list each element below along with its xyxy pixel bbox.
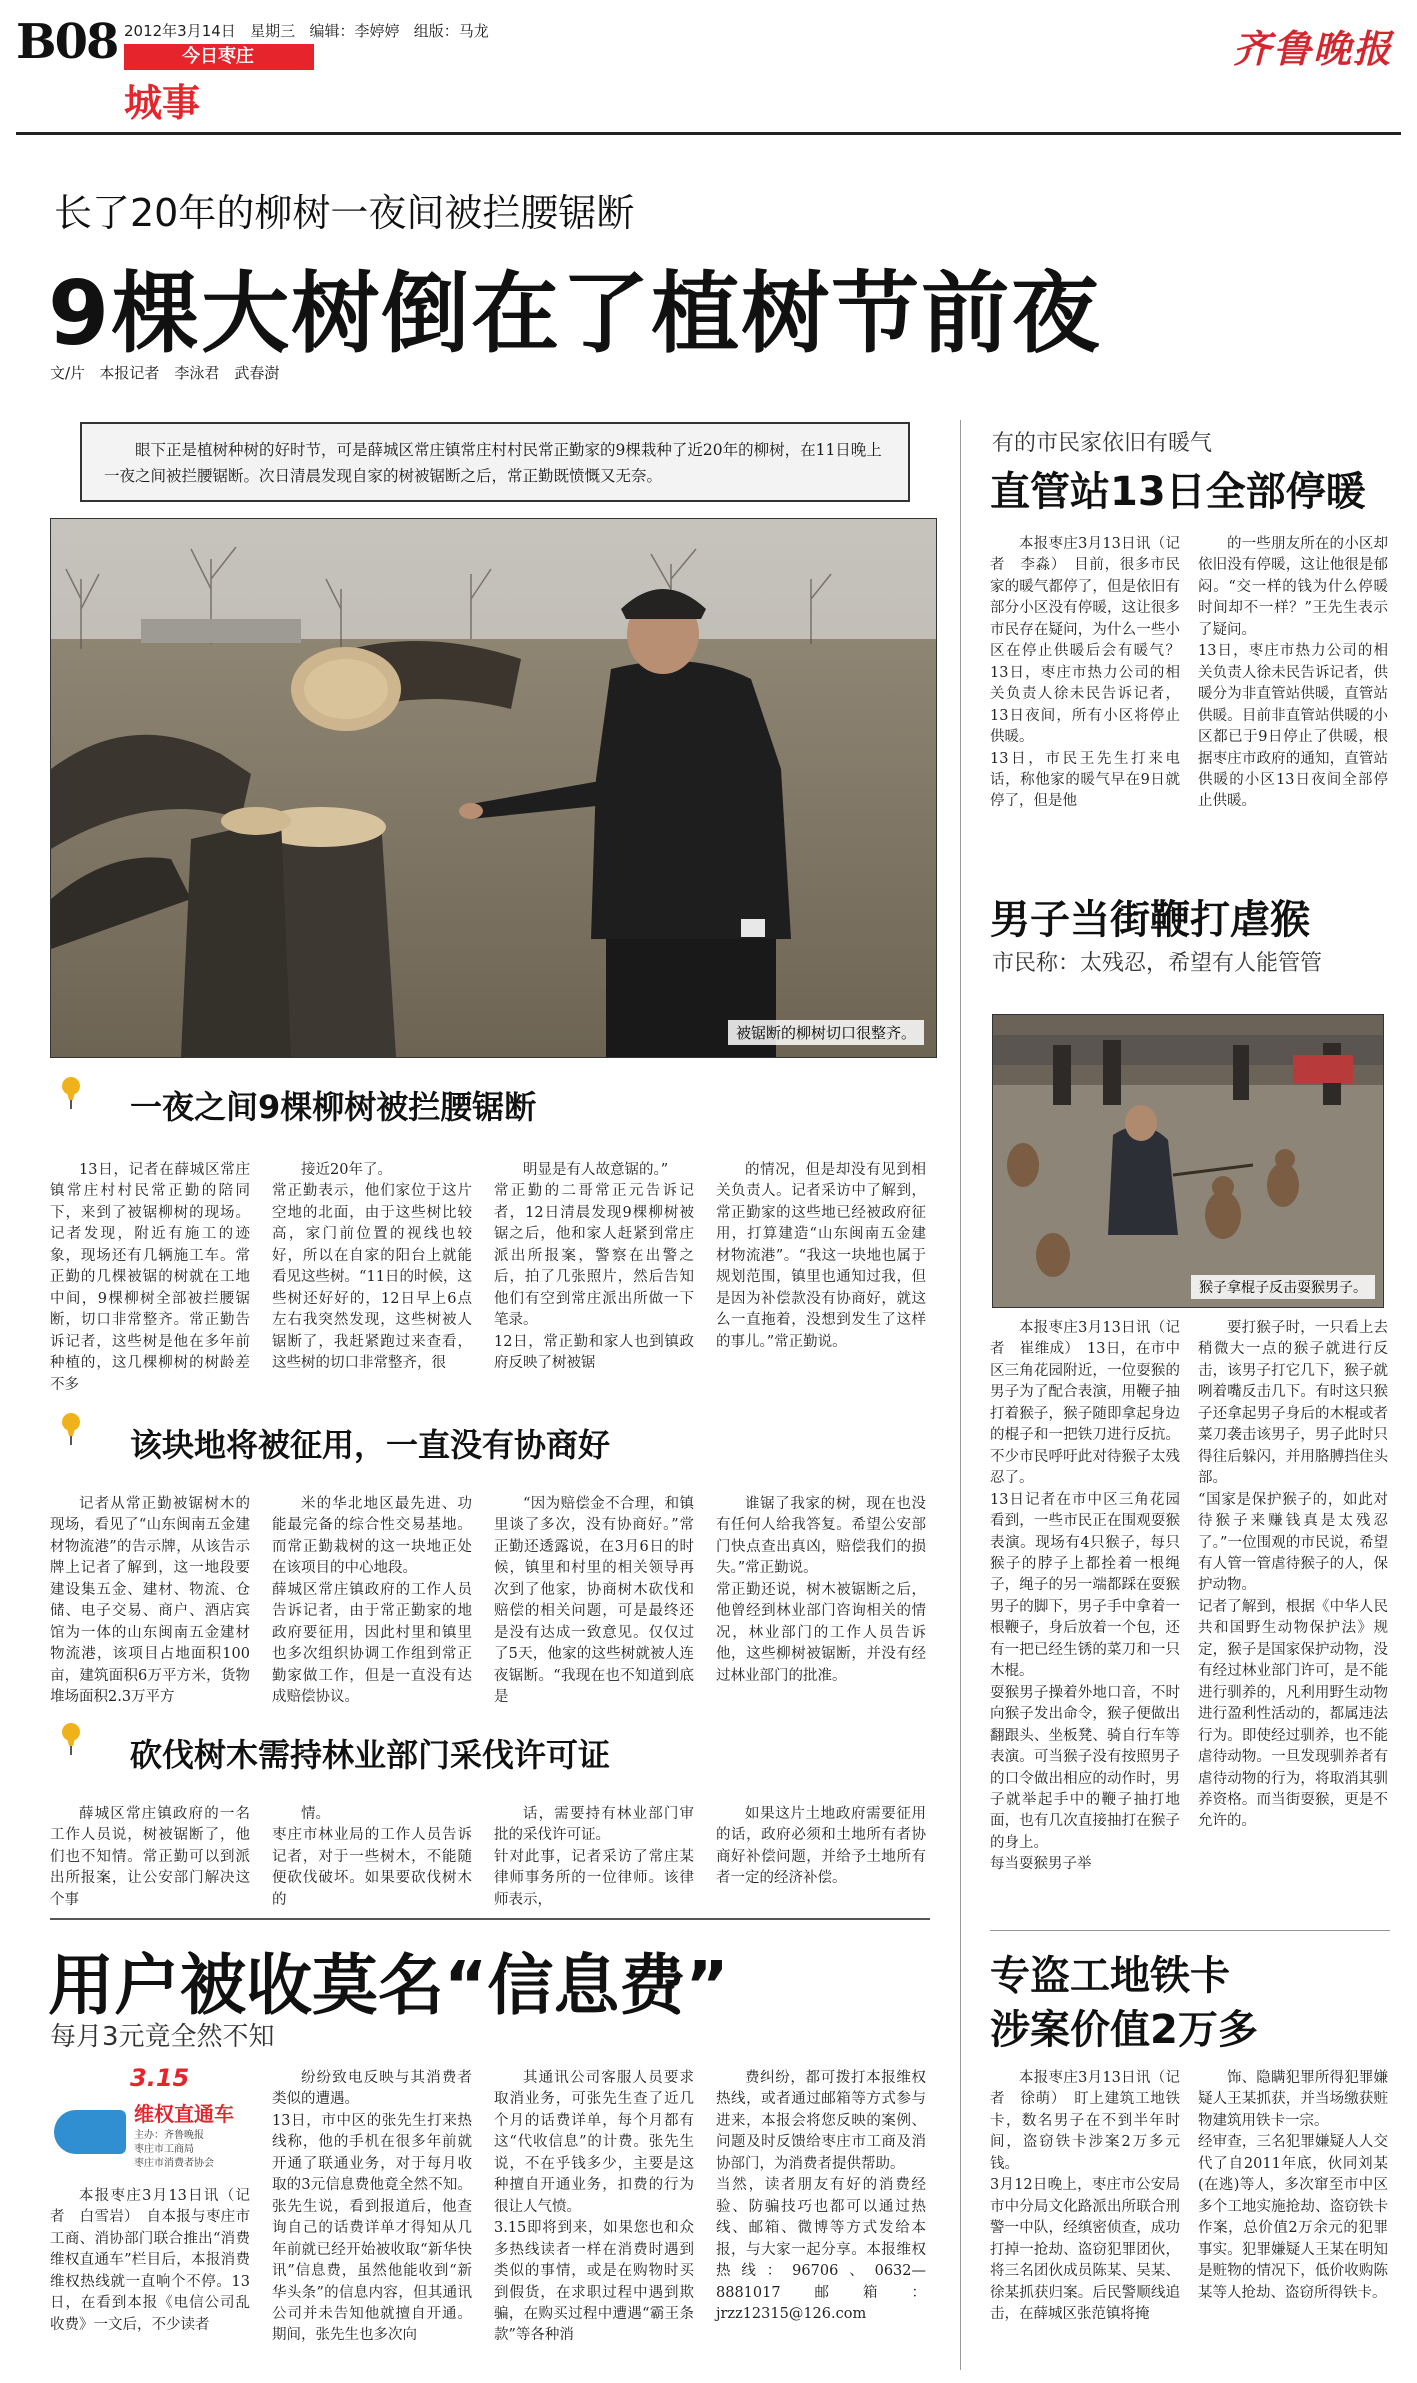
pushpin-icon	[58, 1412, 84, 1446]
main-kicker: 长了20年的柳树一夜间被拦腰锯断	[54, 191, 635, 235]
info-fee-col3-text: 其通讯公司客服人员要求取消业务，可张先生查了近几个月的话费详单，每个月都有这“代收信息”的计费。张先生说，不在乎钱多少，主要是这种擅自开通业务，扣费的行为很让人气愤。 3.15即将到来，如果您也和众多热线读者一样在消费时遇到类似的事情，或是在购物时买到假货，在求职过程中遇到欺骗，在购买过程中遭遇“霸王条款”等各种消	[494, 2070, 694, 2344]
logo-name: 维权直通车	[134, 2102, 234, 2126]
info-fee-col4	[716, 2068, 926, 2325]
lead-text: 眼下正是植树种树的好时节，可是薛城区常庄镇常庄村村民常正勤家的9棵栽种了近20年的柳树，在11日晚上一夜之间被拦腰锯断。次日清晨发现自家的树被锯断之后，常正勤既愤慨又无奈。	[104, 441, 882, 485]
editor-credit: 编辑：李婷婷	[309, 22, 400, 40]
pushpin-icon	[58, 1076, 84, 1110]
section3-title: 砍伐树木需持林业部门采伐许可证	[130, 1736, 611, 1774]
info-fee-col1-text: 本报枣庄3月13日讯（记者 白雪岩） 自本报与枣庄市工商、消协部门联合推出“消费维权直通车”栏目后，本报消费维权热线就一直响个不停。13日，在看到本报《电信公司乱收费》一文后，不少读者	[50, 2188, 250, 2333]
divider	[50, 1918, 930, 1920]
info-fee-col2-text: 纷纷致电反映与其消费者类似的遭遇。 13日，市中区的张先生打来热线称，他的手机在很多年前就开通了联通业务，对于每月收取的3元信息费他竟全然不知。张先生说，看到报道后，他查询自己的话费详单才得知从几年前就已经开始被收取“新华快讯”信息费，虽然他能收到“新华头条”的信息内容，但其通讯公司并未告知他就擅自开通。期间，张先生也多次向	[272, 2070, 472, 2344]
steel-col2-text: 饰、隐瞒犯罪所得犯罪嫌疑人王某抓获，并当场缴获赃物建筑用铁卡一宗。 经审查，三名犯罪嫌疑人人交代了自2011年底，伙同刘某(在逃)等人，多次窜至市中区多个工地实施抢劫、盗窃铁卡作案，总价值2万余元的犯罪事实。犯罪嫌疑人王某在明知是赃物的情况下，低价收购陈某等人抢劫、盗窃所得铁卡。	[1198, 2070, 1388, 2301]
section2-col2-text: 米的华北地区最先进、功能最完备的综合性交易基地。而常正勤栽树的这一块地正处在该项目的中心地段。 薛城区常庄镇政府的工作人员告诉记者，由于常正勤家的地政府要征用，因此村里和镇里也多次组织协调工作组到常正勤家做工作，但是一直没有达成赔偿协议。	[272, 1496, 472, 1706]
heating-col1	[990, 534, 1180, 813]
tree-photo-illustration	[51, 519, 936, 1057]
logo-org-1: 主办：齐鲁晚报	[134, 2130, 204, 2141]
logo-org-2: 枣庄市工商局	[134, 2144, 194, 2155]
section2-col3	[494, 1494, 694, 1709]
section2-col4-text: 谁锯了我家的树，现在也没有任何人给我答复。希望公安部门快点查出真凶，赔偿我们的损失。”常正勤说。 常正勤还说，树木被锯断之后，他曾经到林业部门咨询相关的情况，林业部门的工作人员告诉他，这些柳树被锯断，并没有经过林业部门的批准。	[716, 1496, 926, 1684]
main-byline	[50, 362, 279, 383]
monkey-photo-illustration	[993, 1015, 1383, 1307]
heating-headline: 直管站13日全部停暖	[990, 469, 1366, 515]
section1-col2-text: 接近20年了。 常正勤表示，他们家位于这片空地的北面，由于这些树比较高，家门前位置的视线也较好，所以在自家的阳台上就能看见这些树。“11日的时候，这些树还好好的，12日早上6点左右我突然发现，这些树被人锯断了，我赶紧跑过来查看，这些树的切口非常整齐，很	[272, 1162, 472, 1372]
monkey-col1-text: 本报枣庄3月13日讯（记者 崔维成） 13日，在市中区三角花园附近，一位耍猴的男子为了配合表演，用鞭子抽打着猴子，猴子随即拿起身边的棍子和一把铁刀进行反抗。不少市民呼吁此对待猴子太残忍了。 13日记者在市中区三角花园看到，一些市民正在围观耍猴表演。现场有4只猴子，每只猴子的脖子上都拴着一根绳子，绳子的另一端都踩在耍猴男子的脚下，男子手中拿着一根鞭子，身后放着一个包，还有一把已经生锈的菜刀和一只木棍。 耍猴男子操着外地口音，不时向猴子发出命令，猴子便做出翻跟头、坐板凳、骑自行车等表演。可当猴子没有按照男子的口令做出相应的动作时，男子就举起手中的鞭子抽打地面，也有几次直接抽打在猴子的身上。 每当耍猴男子举	[990, 1320, 1180, 1873]
tree-photo-caption: 被锯断的柳树切口很整齐。	[728, 1020, 924, 1045]
byline-label: 文/片	[50, 364, 86, 382]
section2-title: 该块地将被征用，一直没有协商好	[130, 1426, 611, 1464]
byline-authors: 本报记者 李泳君 武春澍	[99, 364, 280, 382]
section1-col1-text: 13日，记者在薛城区常庄镇常庄村村民常正勤的陪同下，来到了被锯柳树的现场。记者发现，附近有施工的迹象，现场还有几辆施工车。常正勤的几棵被锯的树就在工地中间，9棵柳树全部被拦腰锯断，切口非常整齐。常正勤告诉记者，这些树是他在多年前种植的，这几棵柳树的树龄差不多	[50, 1162, 250, 1393]
monkey-photo	[992, 1014, 1384, 1308]
logo-org-3: 枣庄市消费者协会	[134, 2158, 214, 2169]
section2-col3-text: “因为赔偿金不合理，和镇里谈了多次，没有协商好。”常正勤还透露说，在3月6日的时候，镇里和村里的相关领导再次到了他家，协商树木砍伐和赔偿的相关问题，可是最终还是没有达成一致意见。仅仅过了5天，他家的这些树就被人连夜锯断。“我现在也不知道到底是	[494, 1496, 694, 1706]
section3-col2	[272, 1804, 472, 1911]
logo-train-icon	[54, 2110, 126, 2154]
section3-col4-text: 如果这片土地政府需要征用的话，政府必须和土地所有者协商好补偿问题，并给予土地所有者一定的经济补偿。	[716, 1806, 926, 1887]
masthead-logo: 齐鲁晚报	[1232, 26, 1393, 71]
section1-col4	[716, 1160, 926, 1353]
header-rule	[16, 132, 1401, 135]
monkey-col1	[990, 1318, 1180, 1876]
section2-col4	[716, 1494, 926, 1687]
section3-col4	[716, 1804, 926, 1890]
header-meta	[124, 20, 489, 41]
section3-col3-text: 话，需要持有林业部门审批的采伐许可证。 针对此事，记者采访了常庄某律师事务所的一位律师。该律师表示，	[494, 1806, 694, 1908]
section1-col1	[50, 1160, 250, 1396]
section1-col3-text: 明显是有人故意锯的。” 常正勤的二哥常正元告诉记者，12日清晨发现9棵柳树被锯之后，他和家人赶紧到常庄派出所报案，警察在出警之后，拍了几张照片，然后告知他们有空到常庄派出所做一下笔录。 12日，常正勤和家人也到镇政府反映了树被锯	[494, 1162, 694, 1372]
section-tag: 今日枣庄	[124, 44, 314, 70]
pushpin-icon	[58, 1722, 84, 1756]
monkey-photo-caption: 猴子拿棍子反击耍猴男子。	[1191, 1275, 1375, 1299]
section2-col1	[50, 1494, 250, 1709]
tree-photo	[50, 518, 937, 1058]
main-headline: 9棵大树倒在了植树节前夜	[48, 262, 1102, 365]
heating-col2	[1198, 534, 1388, 813]
consumer-rights-logo	[50, 2064, 250, 2184]
section2-col2	[272, 1494, 472, 1709]
section1-col3	[494, 1160, 694, 1375]
heating-col2-text: 的一些朋友所在的小区却依旧没有停暖，这让他很是郁闷。“交一样的钱为什么停暖时间却不一样？”王先生表示了疑问。 13日，枣庄市热力公司的相关负责人徐未民告诉记者，供暖分为非直管站供暖，直管站供暖。目前非直管站供暖的小区都已于9日停止了供暖，根据枣庄市政府的通知，直管站供暖的小区13日夜间全部停止供暖。	[1198, 536, 1388, 810]
info-fee-col3	[494, 2068, 694, 2347]
steel-col1	[990, 2068, 1180, 2325]
section3-col2-text: 情。 枣庄市林业局的工作人员告诉记者，对于一些树木，不能随便砍伐破坏。如果要砍伐树木的	[272, 1806, 472, 1908]
section3-col1-text: 薛城区常庄镇政府的一名工作人员说，树被锯断了，他们也不知情。常正勤可以到派出所报案，让公安部门解决这个事	[50, 1806, 250, 1908]
heating-col1-text: 本报枣庄3月13日讯（记者 李淼） 目前，很多市民家的暖气都停了，但是依旧有部分小区没有停暖，这让很多市民存在疑问，为什么一些小区在停止供暖后会有暖气？13日，枣庄市热力公司的相关负责人徐未民告诉记者，13日夜间，所有小区将停止供暖。 13日，市民王先生打来电话，称他家的暖气早在9日就停了，但是他	[990, 536, 1180, 810]
steel-col1-text: 本报枣庄3月13日讯（记者 徐萌） 盯上建筑工地铁卡，数名男子在不到半年时间，盗窃铁卡涉案2万多元钱。 3月12日晚上，枣庄市公安局市中分局文化路派出所联合刑警一中队，经缜密侦查，成功打掉一抢劫、盗窃犯罪团伙，将三名团伙成员陈某、吴某、徐某抓获归案。后民警顺线追击，在薛城区张范镇将掩	[990, 2070, 1180, 2322]
steel-col2	[1198, 2068, 1388, 2304]
rail-divider	[960, 420, 961, 2370]
heating-kicker: 有的市民家依旧有暖气	[992, 431, 1213, 456]
monkey-col2-text: 要打猴子时，一只看上去稍微大一点的猴子就进行反击，该男子打它几下，猴子就咧着嘴反击几下。有时这只猴子还拿起男子身后的木棍或者菜刀袭击该男子，男子此时只得往后躲闪，并用胳膊挡住头部。 “国家是保护猴子的，如此对待猴子来赚钱真是太残忍了。”一位围观的市民说，希望有人管一管虐待猴子的人，保护动物。 记者了解到，根据《中华人民共和国野生动物保护法》规定，猴子是国家保护动物，没有经过林业部门许可，是不能进行驯养的，凡利用野生动物进行盈利性活动的，都属违法行为。即使经过驯养，也不能虐待动物。一旦发现驯养者有虐待动物的行为，将取消其驯养资格。而当街耍猴，更是不允许的。	[1198, 1320, 1388, 1830]
info-fee-col1	[50, 2186, 250, 2336]
section2-col1-text: 记者从常正勤被锯树木的现场，看见了“山东闽南五金建材物流港”的告示牌，从该告示牌上记者了解到，这一地段要建设集五金、建材、物流、仓储、电子交易、商户、酒店宾馆为一体的山东闽南五金建材物流港，该项目占地面积100亩，建筑面积6万平方米，货物堆场面积2.3万平方	[50, 1496, 250, 1706]
page-number: B08	[16, 14, 118, 70]
info-fee-subhead: 每月3元竟全然不知	[50, 2022, 275, 2052]
info-fee-col4-text: 费纠纷，都可拨打本报维权热线，或者通过邮箱等方式参与进来，本报会将您反映的案例、问题及时反馈给枣庄市工商及消协部门，为消费者提供帮助。 当然，读者朋友有好的消费经验、防骗技巧也都可以通过热线、邮箱、微博等方式发给本报，与大家一起分享。本报维权热线：96706、0632—8881017邮箱：jrzz12315@126.com	[716, 2070, 926, 2322]
section1-col4-text: 的情况，但是却没有见到相关负责人。记者采访中了解到，常正勤家的这些地已经被政府征用，打算建造“山东闽南五金建材物流港”。“我这一块地也属于规划范围，镇里也通知过我，但是因为补偿款没有协商好，就这么一直拖着，没想到发生了这样的事儿。”常正勤说。	[716, 1162, 926, 1350]
issue-date: 2012年3月14日	[124, 22, 236, 40]
issue-weekday: 星期三	[250, 22, 296, 40]
logo-315: 3.15	[130, 2064, 190, 2092]
section1-col2	[272, 1160, 472, 1375]
section3-col1	[50, 1804, 250, 1911]
rail-divider-2	[990, 1930, 1390, 1931]
monkey-headline: 男子当街鞭打虐猴	[990, 897, 1310, 943]
info-fee-headline: 用户被收莫名“信息费”	[48, 1947, 729, 2024]
section-name: 城事	[124, 81, 201, 125]
designer-credit: 组版：马龙	[413, 22, 489, 40]
steel-headline-2: 涉案价值2万多	[990, 2007, 1258, 2053]
steel-headline-1: 专盗工地铁卡	[990, 1953, 1230, 1999]
monkey-col2	[1198, 1318, 1388, 1833]
section1-title: 一夜之间9棵柳树被拦腰锯断	[130, 1088, 537, 1126]
monkey-subhead: 市民称：太残忍，希望有人能管管	[992, 951, 1323, 976]
lead-box	[80, 422, 910, 502]
info-fee-col2	[272, 2068, 472, 2347]
section3-col3	[494, 1804, 694, 1911]
